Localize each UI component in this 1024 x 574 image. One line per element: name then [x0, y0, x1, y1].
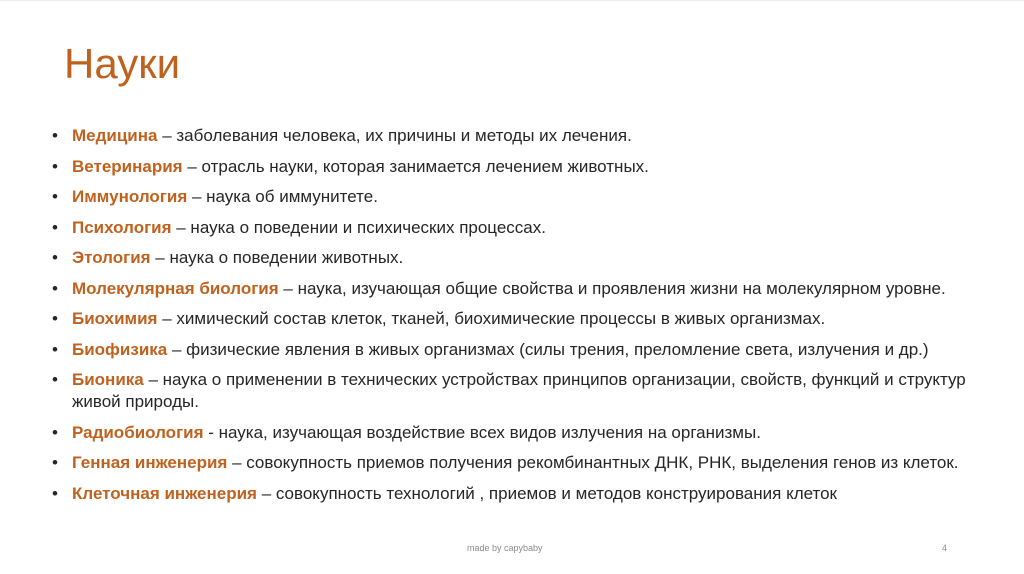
definition: – наука о применении в технических устройствах принципов организации, свойств, функций и структур живой природы. [72, 370, 966, 411]
bullet-icon: • [52, 309, 58, 328]
list-item [52, 308, 1002, 330]
bullet-icon: • [52, 339, 58, 359]
bullet-icon: • [52, 370, 58, 389]
definition: – наука о поведении животных. [150, 248, 404, 267]
term: Биофизика [72, 339, 168, 359]
bullet-icon: • [52, 248, 58, 267]
definition: - наука, изучающая воздействие всех видов излучения на организмы. [203, 422, 761, 442]
list-item [52, 186, 1002, 208]
definition: – химический состав клеток, тканей, биохимические процессы в живых организмах. [157, 309, 826, 328]
list-item [52, 369, 1002, 413]
bullet-icon: • [52, 278, 58, 298]
list-item [52, 247, 1002, 269]
page-number: 4 [942, 543, 948, 553]
definition: – физические явления в живых организмах (силы трения, преломление света, излучения и др.) [167, 339, 929, 359]
term: Генная инженерия [72, 453, 228, 472]
term: Психология [72, 217, 172, 237]
definition: – совокупность технологий , приемов и методов конструирования клеток [256, 483, 837, 503]
list-item [52, 483, 1002, 505]
bullet-icon: • [52, 453, 58, 472]
bullet-icon: • [52, 422, 58, 442]
top-divider [0, 0, 1024, 1]
term: Молекулярная биология [72, 278, 279, 298]
term: Биохимия [72, 309, 158, 328]
definition: – наука о поведении и психических процессах. [171, 217, 546, 237]
list-item [52, 452, 1002, 474]
list-item [52, 278, 1002, 300]
slide-title: Науки [64, 40, 181, 87]
definition: – наука об иммунитете. [187, 187, 378, 206]
bullet-icon: • [52, 187, 58, 206]
list-item [52, 422, 1002, 444]
term: Иммунология [72, 187, 188, 206]
list-item [52, 125, 1002, 147]
term: Ветеринария [72, 156, 183, 176]
term: Бионика [72, 370, 144, 389]
bullet-icon: • [52, 483, 58, 503]
bullet-list [52, 125, 1002, 513]
term: Этология [72, 248, 151, 267]
footer-text: made by capybaby [467, 543, 543, 553]
list-item [52, 339, 1002, 361]
definition: – совокупность приемов получения рекомбинантных ДНК, РНК, выделения генов из клеток. [227, 453, 959, 472]
term: Клеточная инженерия [72, 483, 257, 503]
definition: – заболевания человека, их причины и методы их лечения. [157, 126, 632, 145]
term: Медицина [72, 126, 158, 145]
list-item [52, 217, 1002, 239]
term: Радиобиология [72, 422, 204, 442]
bullet-icon: • [52, 217, 58, 237]
bullet-icon: • [52, 126, 58, 145]
definition: – отрасль науки, которая занимается лечением животных. [182, 156, 649, 176]
bullet-icon: • [52, 156, 58, 176]
definition: – наука, изучающая общие свойства и проявления жизни на молекулярном уровне. [278, 278, 946, 298]
list-item [52, 156, 1002, 178]
